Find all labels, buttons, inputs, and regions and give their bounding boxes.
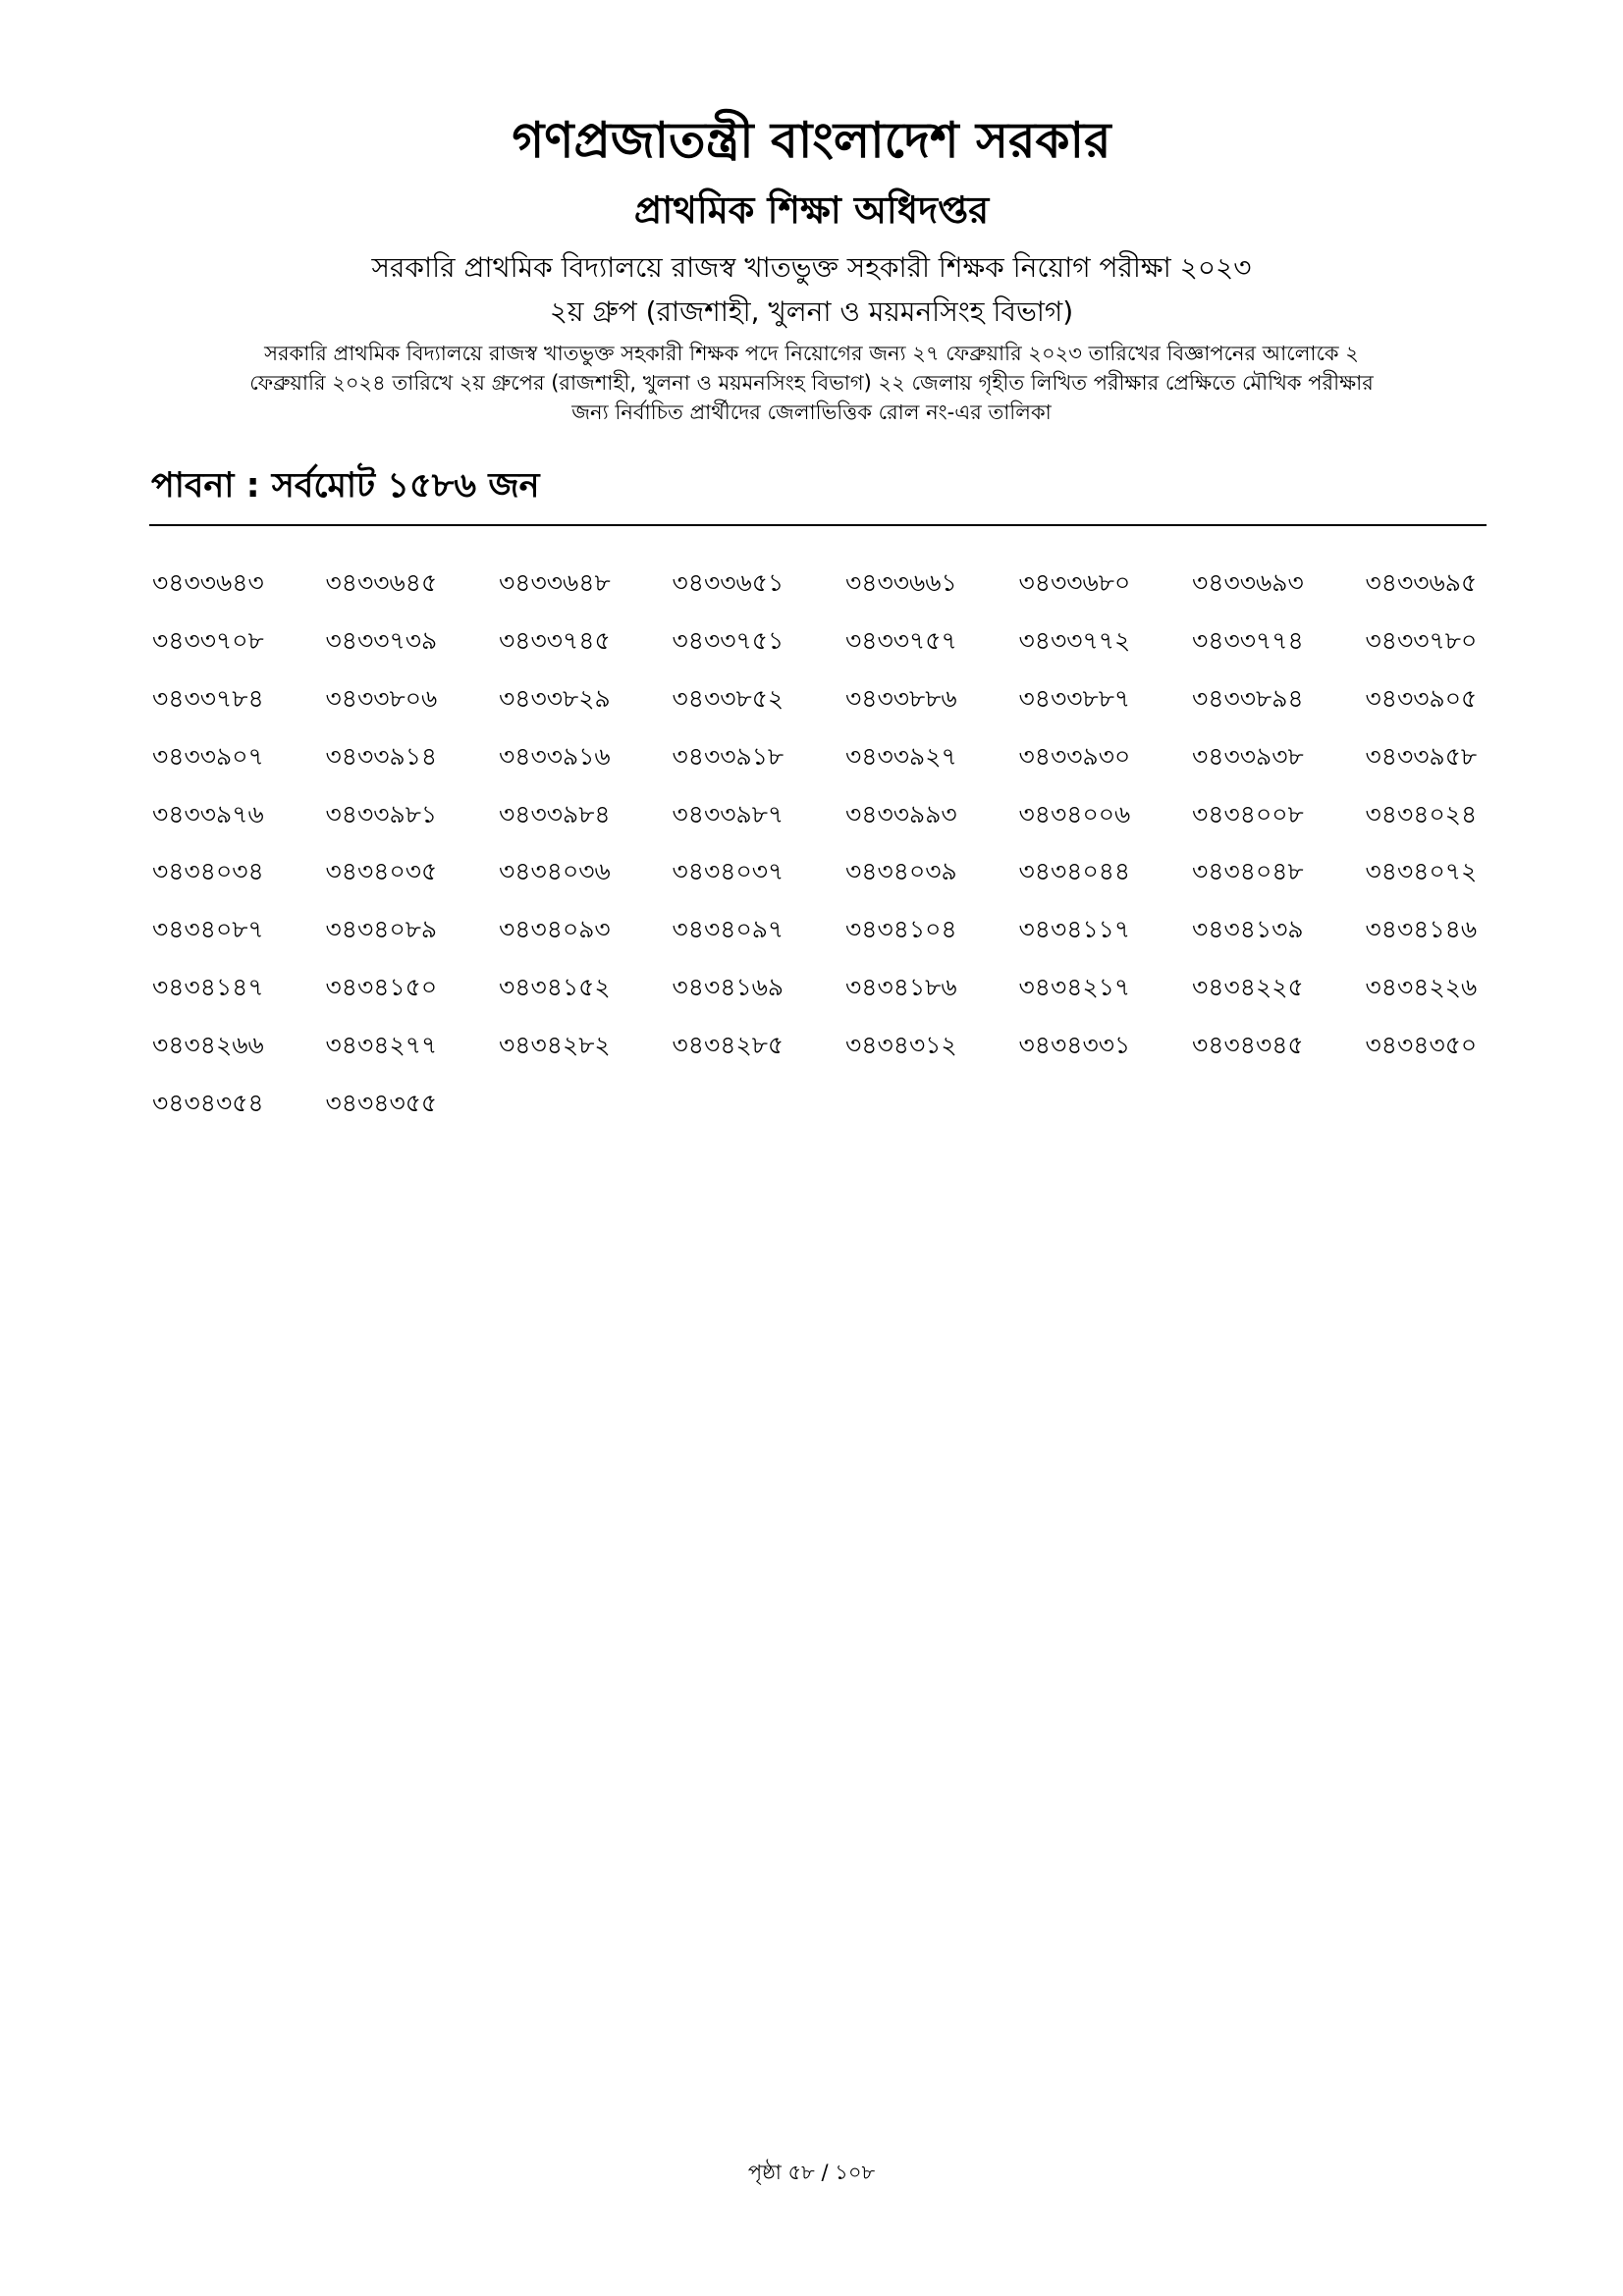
district-heading: পাবনা : সর্বমোট ১৫৮৬ জন xyxy=(151,466,540,506)
roll-number: ৩৪৩৩৯৭৬ xyxy=(152,799,264,828)
roll-number: ৩৪৩৩৭৮০ xyxy=(1365,625,1478,655)
roll-number: ৩৪৩৪১১৭ xyxy=(1018,915,1131,944)
roll-number: ৩৪৩৪৩৫০ xyxy=(1365,1031,1478,1060)
roll-number: ৩৪৩৪৩৫৫ xyxy=(325,1089,438,1118)
roll-number: ৩৪৩৪২৬৬ xyxy=(152,1031,264,1060)
roll-number: ৩৪৩৪০৮৯ xyxy=(325,915,438,944)
roll-number: ৩৪৩৩৯৮৭ xyxy=(672,799,784,828)
roll-number: ৩৪৩৪০৩৯ xyxy=(845,857,957,886)
notice-text xyxy=(147,339,1476,427)
roll-number: ৩৪৩৪১৬৯ xyxy=(672,973,784,1002)
roll-number: ৩৪৩৩৬৯৩ xyxy=(1192,568,1304,597)
roll-number: ৩৪৩৪১৮৬ xyxy=(845,973,957,1002)
roll-number: ৩৪৩৪০৯৭ xyxy=(672,915,784,944)
roll-number: ৩৪৩৩৯৮৪ xyxy=(499,799,611,828)
roll-number: ৩৪৩৪০৮৭ xyxy=(152,915,264,944)
roll-number: ৩৪৩৪২২৫ xyxy=(1192,973,1304,1002)
roll-number: ৩৪৩৪১০৪ xyxy=(845,915,957,944)
roll-number: ৩৪৩৩৮৮৬ xyxy=(845,683,957,713)
notice-line: জন্য নির্বাচিত প্রার্থীদের জেলাভিত্তিক রোল নং-এর তালিকা xyxy=(571,400,1052,424)
roll-number: ৩৪৩৩৬৪৫ xyxy=(325,568,438,597)
roll-number: ৩৪৩৩৭৪৫ xyxy=(499,625,611,655)
roll-number: ৩৪৩৪২৮৫ xyxy=(672,1031,784,1060)
roll-number: ৩৪৩৪৩৫৪ xyxy=(152,1089,264,1118)
roll-number: ৩৪৩৪৩১২ xyxy=(845,1031,957,1060)
roll-number: ৩৪৩৪০৭২ xyxy=(1365,857,1478,886)
roll-number: ৩৪৩৪১৩৯ xyxy=(1192,915,1304,944)
roll-number: ৩৪৩৩৯৫৮ xyxy=(1365,741,1478,771)
roll-number: ৩৪৩৪০৩৪ xyxy=(152,857,264,886)
roll-number: ৩৪৩৪০০৬ xyxy=(1018,799,1131,828)
roll-number: ৩৪৩৩৯০৭ xyxy=(152,741,264,771)
roll-number: ৩৪৩৩৯১৪ xyxy=(325,741,438,771)
roll-number: ৩৪৩৪০২৪ xyxy=(1365,799,1478,828)
notice-line: ফেব্রুয়ারি ২০২৪ তারিখে ২য় গ্রুপের (রাজশাহী, খুলনা ও ময়মনসিংহ বিভাগ) ২২ জেলায় গৃহীত লিখিত পরীক্ষার প্রেক্ষিতে মৌখিক পরীক্ষার xyxy=(249,371,1374,395)
roll-number: ৩৪৩৪৩৪৫ xyxy=(1192,1031,1304,1060)
roll-number: ৩৪৩৩৮০৬ xyxy=(325,683,438,713)
roll-number: ৩৪৩৩৬৮০ xyxy=(1018,568,1131,597)
roll-number: ৩৪৩৩৯১৮ xyxy=(672,741,784,771)
roll-number: ৩৪৩৩৮২৯ xyxy=(499,683,611,713)
roll-number: ৩৪৩৩৯৮১ xyxy=(325,799,438,828)
roll-number: ৩৪৩৩৭৩৯ xyxy=(325,625,438,655)
roll-number: ৩৪৩৪১৫২ xyxy=(499,973,611,1002)
roll-number: ৩৪৩৪১৫০ xyxy=(325,973,438,1002)
roll-number: ৩৪৩৩৯৩০ xyxy=(1018,741,1131,771)
roll-number: ৩৪৩৪০৯৩ xyxy=(499,915,611,944)
directorate-title: প্রাথমিক শিক্ষা অধিদপ্তর xyxy=(633,188,990,232)
notice-line: সরকারি প্রাথমিক বিদ্যালয়ে রাজস্ব খাতভুক্ত সহকারী শিক্ষক পদে নিয়োগের জন্য ২৭ ফেব্রুয়ারি ২০২৩ তারিখের বিজ্ঞাপনের আলোকে ২ xyxy=(264,342,1359,365)
heading-divider xyxy=(149,524,1487,526)
roll-number: ৩৪৩৪২৭৭ xyxy=(325,1031,438,1060)
roll-number: ৩৪৩৩৯৯৩ xyxy=(845,799,957,828)
roll-number: ৩৪৩৩৯২৭ xyxy=(845,741,957,771)
roll-number: ৩৪৩৪০৪৮ xyxy=(1192,857,1304,886)
roll-number: ৩৪৩৩৬৯৫ xyxy=(1365,568,1478,597)
roll-number: ৩৪৩৩৯১৬ xyxy=(499,741,611,771)
roll-number: ৩৪৩৪০৪৪ xyxy=(1018,857,1131,886)
roll-number: ৩৪৩৩৭৭২ xyxy=(1018,625,1131,655)
roll-number: ৩৪৩৪০৩৭ xyxy=(672,857,784,886)
roll-number: ৩৪৩৩৬৪৩ xyxy=(152,568,264,597)
roll-number: ৩৪৩৩৭০৮ xyxy=(152,625,264,655)
roll-number: ৩৪৩৩৭৮৪ xyxy=(152,683,264,713)
exam-title: সরকারি প্রাথমিক বিদ্যালয়ে রাজস্ব খাতভুক্ত সহকারী শিক্ষক নিয়োগ পরীক্ষা ২০২৩ xyxy=(371,251,1252,284)
roll-number: ৩৪৩৪০০৮ xyxy=(1192,799,1304,828)
roll-number: ৩৪৩৩৬৬১ xyxy=(845,568,957,597)
roll-number: ৩৪৩৩৬৪৮ xyxy=(499,568,611,597)
roll-number: ৩৪৩৪০৩৫ xyxy=(325,857,438,886)
roll-number: ৩৪৩৪২৮২ xyxy=(499,1031,611,1060)
roll-number-grid xyxy=(152,561,1488,1140)
roll-number: ৩৪৩৩৭৫৭ xyxy=(845,625,957,655)
roll-number: ৩৪৩৪১৪৭ xyxy=(152,973,264,1002)
roll-number: ৩৪৩৪০৩৬ xyxy=(499,857,611,886)
roll-number: ৩৪৩৩৭৫১ xyxy=(672,625,784,655)
roll-number: ৩৪৩৪১৪৬ xyxy=(1365,915,1478,944)
roll-number: ৩৪৩৩৯০৫ xyxy=(1365,683,1478,713)
roll-number: ৩৪৩৪২১৭ xyxy=(1018,973,1131,1002)
roll-number: ৩৪৩৪৩৩১ xyxy=(1018,1031,1131,1060)
government-title: গণপ্রজাতন্ত্রী বাংলাদেশ সরকার xyxy=(512,112,1111,169)
roll-number: ৩৪৩৩৮৫২ xyxy=(672,683,784,713)
roll-number: ৩৪৩৪২২৬ xyxy=(1365,973,1478,1002)
roll-number: ৩৪৩৩৯৩৮ xyxy=(1192,741,1304,771)
roll-number: ৩৪৩৩৬৫১ xyxy=(672,568,784,597)
roll-number: ৩৪৩৩৭৭৪ xyxy=(1192,625,1304,655)
roll-number: ৩৪৩৩৮৯৪ xyxy=(1192,683,1304,713)
page-number: পৃষ্ঠা ৫৮ / ১০৮ xyxy=(747,2161,876,2184)
group-title: ২য় গ্রুপ (রাজশাহী, খুলনা ও ময়মনসিংহ বিভাগ) xyxy=(549,295,1074,328)
roll-number: ৩৪৩৩৮৮৭ xyxy=(1018,683,1131,713)
